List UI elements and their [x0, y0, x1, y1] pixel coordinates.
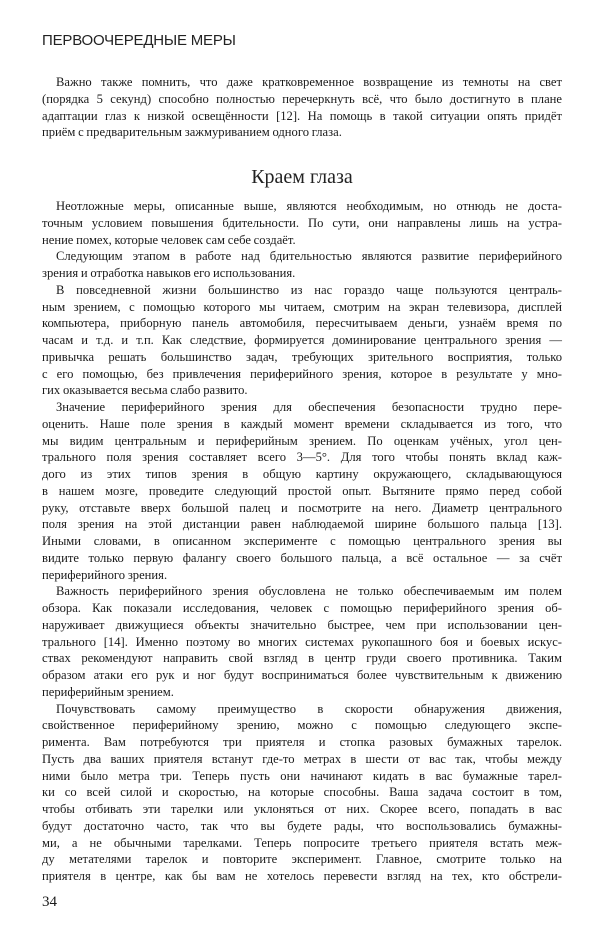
text-line: трального поля зрения составляет всего 3—5°. Для того чтобы понять вклад каж- — [42, 450, 562, 465]
page-number: 34 — [42, 893, 57, 910]
paragraph — [42, 74, 562, 141]
text-line: образом атаки его рук и ног будут восприниматься более чувствительным к движению — [42, 668, 562, 682]
text-line: ми, а не обычными тарелками. Теперь попросите третьего приятеля встать меж- — [42, 835, 562, 850]
text-line: Почувствовать самому преимущество в скорости обнаружения движения, — [56, 701, 562, 716]
paragraph — [42, 701, 562, 885]
text-line: Неотложные меры, описанные выше, являются необходимым, но отнюдь не доста- — [56, 199, 562, 213]
text-line: адаптации глаз к низкой освещённости [12]. На помощь в такой ситуации опять придёт — [42, 108, 562, 123]
paragraph — [42, 248, 562, 282]
text-line: зрения и отработка навыков его использования. — [42, 266, 296, 280]
text-line: видите только первую фалангу своего большого пальца, а всё остальное — за счёт — [42, 550, 562, 565]
text-line: будут достаточно часто, так что вы будете рады, что воспользовались бумажны- — [42, 818, 562, 833]
text-line: наруживает движущиеся объекты значительно быстрее, чем при использовании цен- — [42, 617, 562, 632]
intro-paragraph — [42, 74, 562, 141]
text-line: Важность периферийного зрения обусловлена не только обеспечиваемым им полем — [56, 584, 562, 599]
paragraph — [42, 198, 562, 248]
text-line: ным зрением, с помощью которого мы читаем, смотрим на экран телевизора, дисплей — [42, 299, 562, 314]
text-line: Важно также помнить, что даже кратковременное возвращение из темноты на свет — [56, 75, 562, 89]
text-line: поля зрения на этой дистанции равен наблюдаемой ширине большого пальца [13]. — [42, 517, 562, 532]
text-line: в нашем мозге, проведите следующий простой опыт. Вытяните прямо перед собой — [42, 483, 562, 498]
text-line: обзора. Как показали исследования, человек с помощью периферийного зрения об- — [42, 601, 562, 615]
text-line: оценить. Наше поле зрения в каждый момент времени складывается из того, что — [42, 416, 562, 431]
text-line: периферийным зрением. — [42, 684, 174, 699]
paragraph — [42, 282, 562, 399]
text-line: мы видим центральным и периферийным зрением. По оценкам учёных, угол цен- — [42, 433, 562, 448]
text-line: дого из этих типов зрения в общую картину окружающего, складывающуюся — [42, 467, 562, 481]
text-line: (порядка 5 секунд) способно полностью перечеркнуть всё, что было достигнуто в плане — [42, 91, 562, 106]
text-line: ду метателями тарелок и повторите эксперимент. Главное, смотрите только на — [42, 852, 562, 867]
text-line: ки со всей силой и скоростью, на которые способны. Ваша задача состоит в том, — [42, 785, 562, 800]
text-line: привычка решать большинство задач, требующих зрительного восприятия, только — [42, 349, 562, 364]
text-line: нение помех, которые человек сам себе создаёт. — [42, 232, 296, 247]
text-line: трального [14]. Именно поэтому во многих системах рукопашного боя и боевых искус- — [42, 634, 562, 649]
text-line: римента. Вам потребуются три приятеля и стопка разовых бумажных тарелок. — [42, 735, 562, 749]
text-line: Пусть два ваших приятеля встанут где-то метрах в шести от вас так, чтобы между — [42, 751, 562, 766]
text-line: ствах рекомендуют направить свой взгляд в центр груди своего противника. Таким — [42, 651, 562, 666]
text-line: В повседневной жизни большинство из нас гораздо чаще пользуются централь- — [56, 282, 562, 297]
text-line: точным условием повышения бдительности. По сути, они направлены лишь на устра- — [42, 215, 562, 230]
text-line: ними было метра три. Теперь пусть они начинают кидать в вас бумажные тарел- — [42, 768, 562, 783]
running-head: ПЕРВООЧЕРЕДНЫЕ МЕРЫ — [42, 32, 236, 49]
text-line: Иными словами, в описанном эксперименте с помощью центрального зрения вы — [42, 534, 562, 548]
text-line: периферийного зрения. — [42, 567, 168, 582]
body-text — [42, 198, 562, 885]
text-line: Значение периферийного зрения для обеспечения безопасности трудно пере- — [56, 400, 562, 414]
section-heading: Краем глаза — [251, 166, 353, 188]
text-line: гих оказывается весьма слабо развито. — [42, 383, 248, 398]
text-line: приятеля в центре, как бы вам не хотелось перевести взгляд на тех, кто обстрели- — [42, 869, 562, 883]
paragraph — [42, 399, 562, 583]
text-line: Следующим этапом в работе над бдительностью являются развитие периферийного — [56, 249, 562, 264]
text-line: свойственное периферийному зрению, можно с помощью следующего экспе- — [42, 718, 562, 733]
paragraph — [42, 583, 562, 700]
text-line: руку, отставьте вверх большой палец и посмотрите на него. Диаметр центрального — [42, 500, 562, 515]
text-line: компьютера, приборную панель автомобиля, пересчитываем деньги, узнаём время по — [42, 316, 562, 331]
text-line: с его помощью, без привлечения периферийного зрения, которое в результате у мно- — [42, 366, 562, 381]
text-line: часам и т.д. и т.п. Как следствие, формируется доминирование центрального зрения — — [42, 333, 562, 347]
text-line: приём с предварительным зажмуриванием одного глаза. — [42, 125, 342, 140]
text-line: чтобы отбивать эти тарелки или уклоняться от них. Скорее всего, попадать в вас — [42, 802, 562, 816]
